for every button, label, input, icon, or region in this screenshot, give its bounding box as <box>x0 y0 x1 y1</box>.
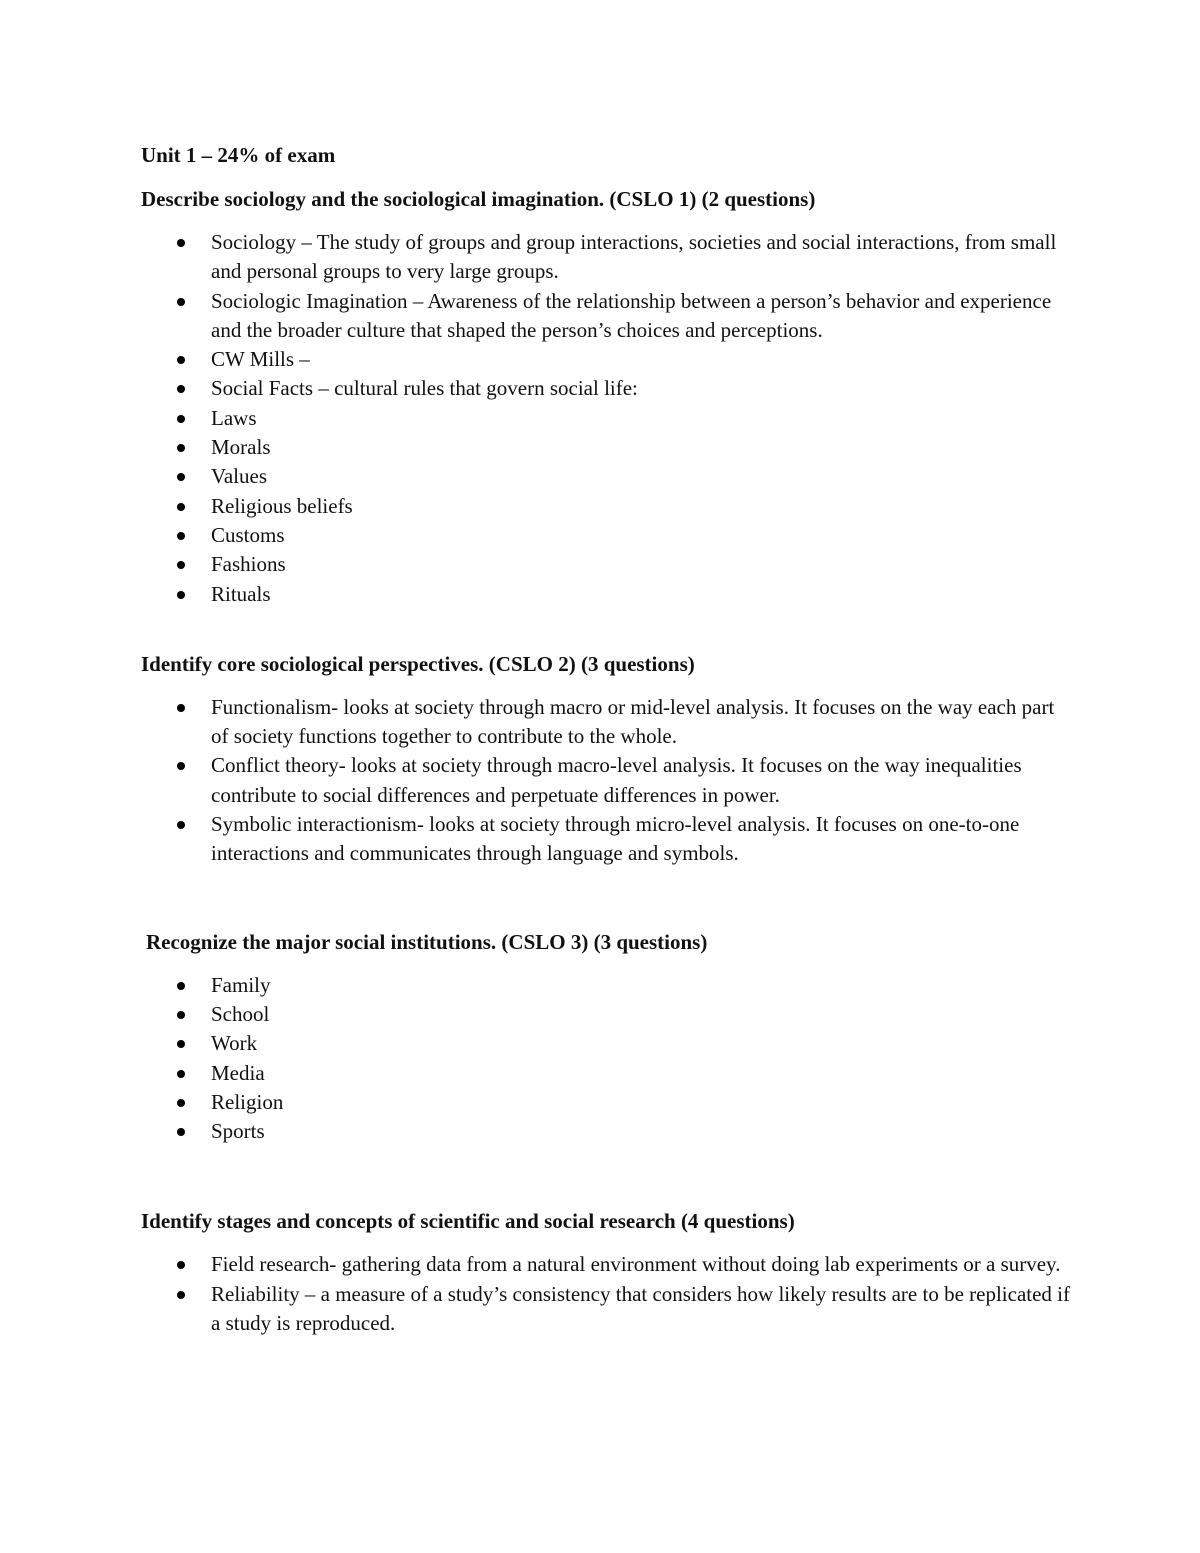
list-item: Sociology – The study of groups and group interactions, societies and social interactions, from small and personal groups to very large groups. <box>141 228 1071 287</box>
list-item: School <box>141 1000 1071 1029</box>
list-item: Religion <box>141 1088 1071 1117</box>
list-item: Conflict theory- looks at society through macro-level analysis. It focuses on the way inequalities contribute to social differences and perpetuate differences in power. <box>141 751 1071 810</box>
bullet-icon <box>177 1040 185 1048</box>
list-item: Rituals <box>141 580 1071 609</box>
bullet-icon <box>177 1261 185 1269</box>
section-heading-research: Identify stages and concepts of scientific and social research (4 questions) <box>141 1209 795 1234</box>
bullet-icon <box>177 1099 185 1107</box>
list-item: Reliability – a measure of a study’s consistency that considers how likely results are to be replicated if a study is reproduced. <box>141 1280 1071 1339</box>
bullet-icon <box>177 591 185 599</box>
list-item: Family <box>141 971 1071 1000</box>
list-item: Media <box>141 1059 1071 1088</box>
list-item: Religious beliefs <box>141 492 1071 521</box>
bullet-list-institutions <box>141 971 1071 1147</box>
list-item: Symbolic interactionism- looks at society through micro-level analysis. It focuses on one-to-one interactions and communicates through language and symbols. <box>141 810 1071 869</box>
bullet-icon <box>177 704 185 712</box>
document-page <box>141 140 1071 1338</box>
bullet-icon <box>177 1070 185 1078</box>
bullet-icon <box>177 532 185 540</box>
list-item: Morals <box>141 433 1071 462</box>
bullet-icon <box>177 356 185 364</box>
bullet-icon <box>177 762 185 770</box>
bullet-icon <box>177 415 185 423</box>
bullet-icon <box>177 473 185 481</box>
bullet-icon <box>177 239 185 247</box>
document-title: Unit 1 – 24% of exam <box>141 143 336 167</box>
bullet-list-sociology <box>141 228 1071 609</box>
list-item: CW Mills – <box>141 345 1071 374</box>
bullet-icon <box>177 503 185 511</box>
list-item: Laws <box>141 404 1071 433</box>
list-item: Sociologic Imagination – Awareness of the relationship between a person’s behavior and experience and the broader culture that shaped the person’s choices and perceptions. <box>141 287 1071 346</box>
bullet-icon <box>177 385 185 393</box>
bullet-list-research <box>141 1250 1071 1338</box>
list-item: Field research- gathering data from a natural environment without doing lab experiments or a survey. <box>141 1250 1071 1279</box>
list-item: Fashions <box>141 550 1071 579</box>
bullet-icon <box>177 444 185 452</box>
section-heading-perspectives: Identify core sociological perspectives. (CSLO 2) (3 questions) <box>141 651 695 676</box>
bullet-icon <box>177 298 185 306</box>
list-item: Customs <box>141 521 1071 550</box>
bullet-icon <box>177 982 185 990</box>
bullet-icon <box>177 1291 185 1299</box>
section-heading-institutions: Recognize the major social institutions. (CSLO 3) (3 questions) <box>146 929 708 954</box>
list-item: Functionalism- looks at society through macro or mid-level analysis. It focuses on the way each part of society functions together to contribute to the whole. <box>141 693 1071 752</box>
section-heading-sociology: Describe sociology and the sociological imagination. (CSLO 1) (2 questions) <box>141 187 816 211</box>
bullet-list-perspectives <box>141 693 1071 869</box>
bullet-icon <box>177 561 185 569</box>
list-item: Sports <box>141 1117 1071 1146</box>
bullet-icon <box>177 1128 185 1136</box>
list-item: Work <box>141 1029 1071 1058</box>
bullet-icon <box>177 821 185 829</box>
list-item: Social Facts – cultural rules that govern social life: <box>141 374 1071 403</box>
list-item: Values <box>141 462 1071 491</box>
bullet-icon <box>177 1011 185 1019</box>
